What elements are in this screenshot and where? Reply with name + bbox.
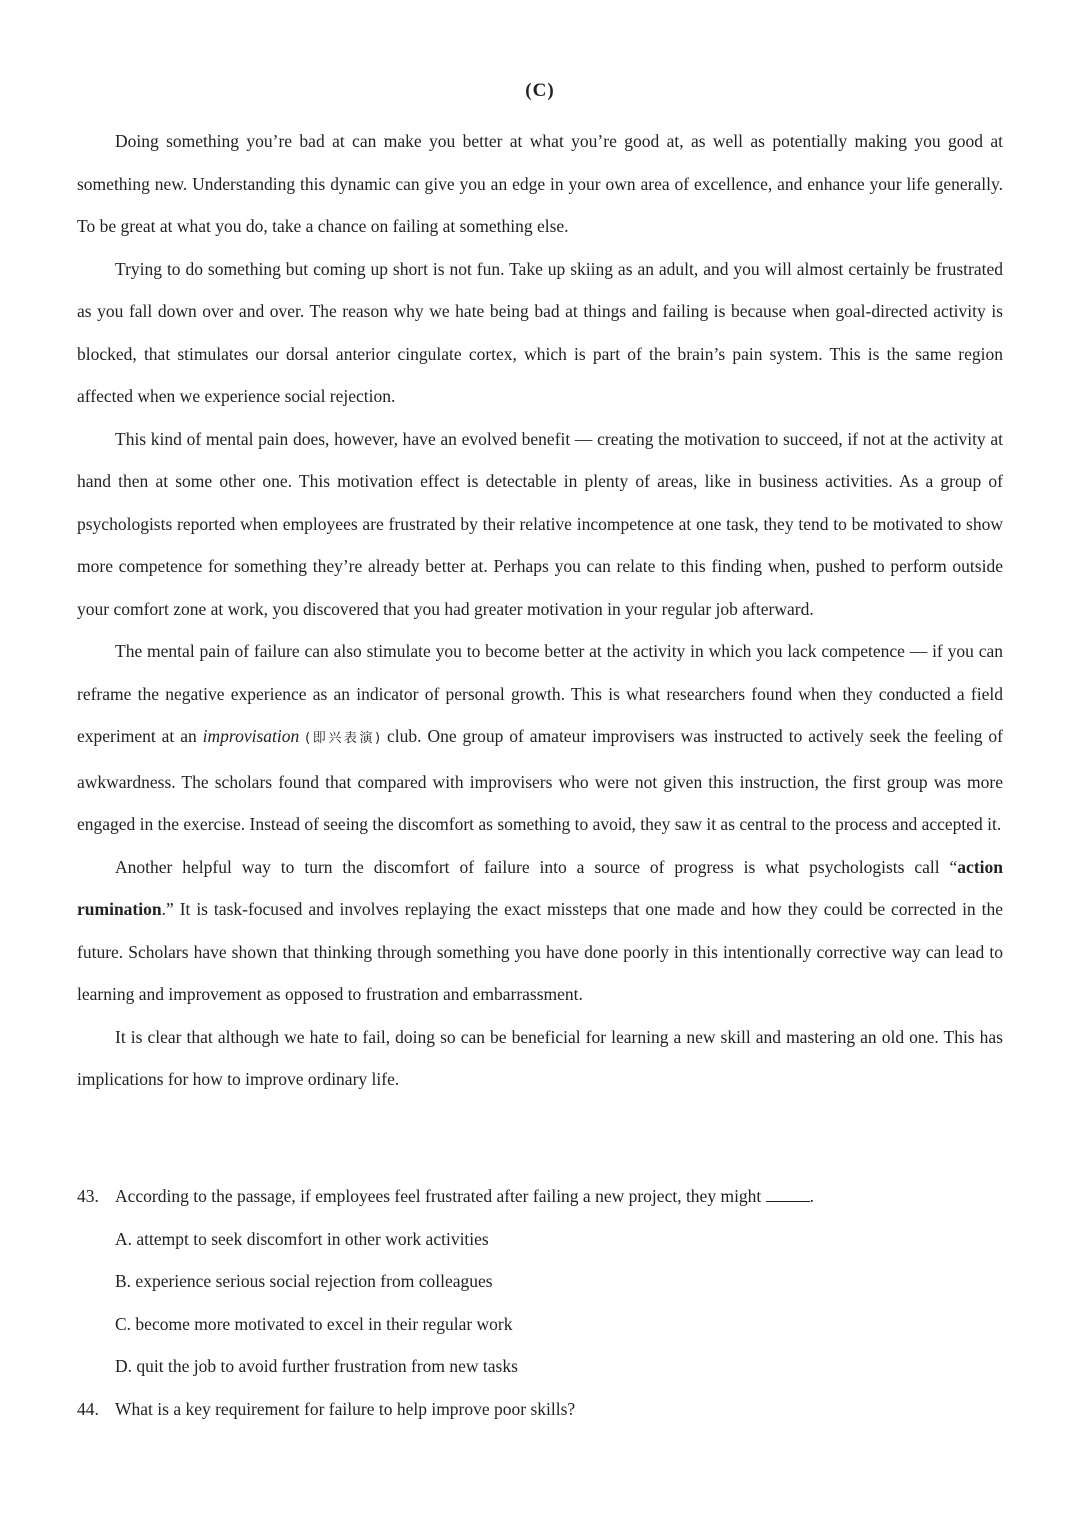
question-43 xyxy=(77,1175,1003,1388)
paragraph-4 xyxy=(77,630,1003,846)
action-rumination-term: action rumination xyxy=(77,856,1003,919)
paragraph-3: This kind of mental pain does, however, have an evolved benefit — creating the motivation to succeed, if not at the activity at hand then at some other one. This motivation effect is detectable in plenty of areas, like in business activities. As a group of psychologists reported when employees are frustrated by their relative incompetence at one task, they tend to be motivated to show more competence for something they’re already better at. Perhaps you can relate to this finding when, pushed to perform outside your comfort zone at work, you discovered that you had greater motivation in your regular job afterward. xyxy=(77,428,1003,619)
question-43-number: 43. xyxy=(77,1186,99,1206)
section-title: (C) xyxy=(525,80,555,101)
question-43-period: . xyxy=(809,1186,815,1206)
option-c: C. become more motivated to excel in their regular work xyxy=(115,1313,513,1334)
improvisation-term: improvisation xyxy=(202,726,300,746)
paragraph-4-text-end: club. One group of amateur improvisers was instructed to actively seek the feeling of awkwardness. The scholars found that compared with improvisers who were not given this instruction, the first group was more engaged in the exercise. Instead of seeing the discomfort as something to avoid, they saw it as central to the process and accepted it. xyxy=(77,726,1003,834)
paragraph-5-text-end: .” It is task-focused and involves replaying the exact missteps that one made and how they could be corrected in the future. Scholars have shown that thinking through something you have done poorly in this intentionally corrective way can lead to learning and improvement as opposed to frustration and embarrassment. xyxy=(77,899,1003,1004)
option-d: D. quit the job to avoid further frustration from new tasks xyxy=(115,1356,518,1376)
question-44-number: 44. xyxy=(77,1398,99,1419)
reading-passage xyxy=(77,120,1003,1101)
question-44 xyxy=(77,1388,1003,1431)
paragraph-5 xyxy=(77,846,1003,1016)
chinese-gloss: (即兴表演) xyxy=(305,731,382,746)
paragraph-1: Doing something you’re bad at can make you better at what you’re good at, as well as potentially making you good at something new. Understanding this dynamic can give you an edge in your own area of excellence, and enhance your life generally. To be great at what you do, take a chance on failing at something else. xyxy=(77,131,1003,236)
answer-blank xyxy=(766,1185,810,1202)
question-44-stem xyxy=(77,1388,1003,1431)
paragraph-6: It is clear that although we hate to fail, doing so can be beneficial for learning a new skill and mastering an old one. This has implications for how to improve ordinary life. xyxy=(77,1026,1003,1089)
question-43-stem xyxy=(77,1175,1003,1218)
paragraph-4-text-start: The mental pain of failure can also stimulate you to become better at the activity in which you lack competence — if you can reframe the negative experience as an indicator of personal growth. This is what researchers found when they conducted a field experiment at an xyxy=(77,641,1003,746)
option-b: B. experience serious social rejection from colleagues xyxy=(115,1271,493,1291)
question-list xyxy=(77,1175,1003,1430)
question-43-text: According to the passage, if employees feel frustrated after failing a new project, they might xyxy=(115,1186,762,1206)
paragraph-5-text-start: Another helpful way to turn the discomfort of failure into a source of progress is what psychologists call “ xyxy=(115,856,958,877)
option-a: A. attempt to seek discomfort in other work activities xyxy=(115,1228,489,1249)
paragraph-2: Trying to do something but coming up short is not fun. Take up skiing as an adult, and you will almost certainly be frustrated as you fall down over and over. The reason why we hate being bad at things and failing is because when goal-directed activity is blocked, that stimulates our dorsal anterior cingulate cortex, which is part of the brain’s pain system. This is the same region affected when we experience social rejection. xyxy=(77,258,1003,406)
question-44-text: What is a key requirement for failure to help improve poor skills? xyxy=(115,1398,576,1419)
